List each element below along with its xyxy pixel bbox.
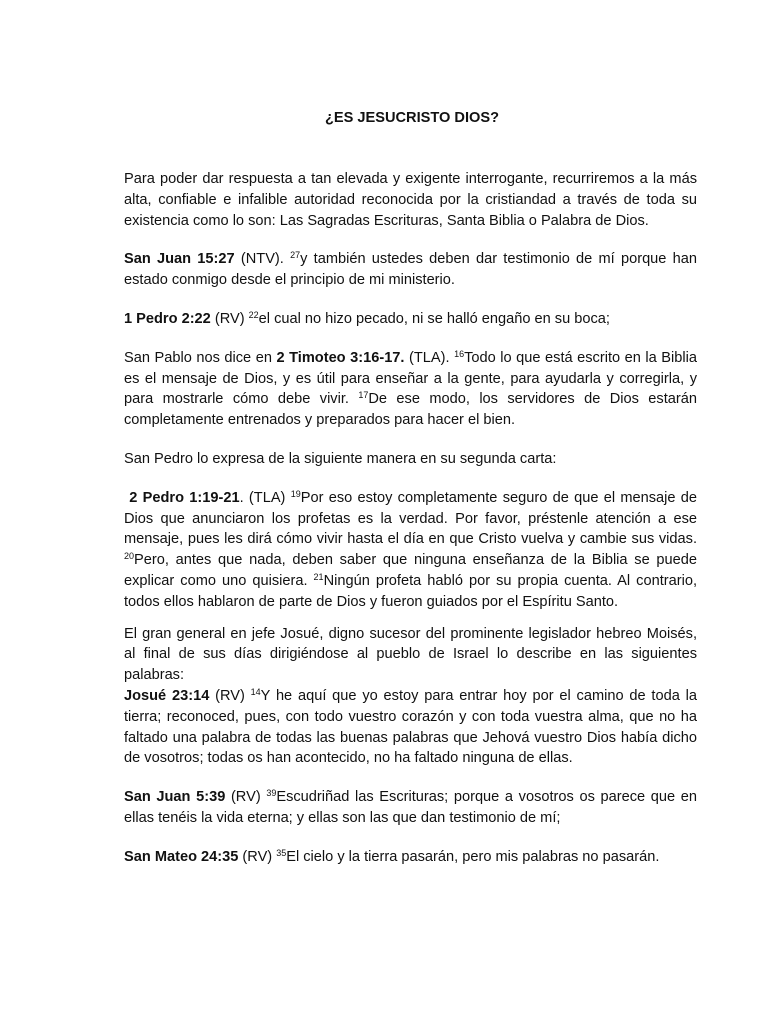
intro-paragraph: Para poder dar respuesta a tan elevada y exigente interrogante, recurriremos a la más alta, confiable e infalible autoridad reconocida por la cristiandad a través de toda su existencia como lo son: Las Sagradas Escrituras, Santa Biblia o Palabra de Dios. xyxy=(124,171,697,229)
verse-text: Todo lo que está escrito en la Biblia es el mensaje de Dios, y es útil para enseñar a la gente, para ayudarla y corregirla, y para mostrarle cómo debe vivir. xyxy=(124,349,697,408)
verse-text: Ningún profeta habló por su propia cuenta. Al contrario, todos ellos hablaron de parte de Dios y fueron guiados por el Espíritu Santo. xyxy=(124,572,698,610)
verse-text: El cielo y la tierra pasarán, pero mis palabras no pasarán. xyxy=(286,848,660,865)
verse-pedro-1-19 xyxy=(124,488,697,613)
bible-version: (RV) xyxy=(225,789,267,806)
verse-number: 22 xyxy=(248,309,259,320)
verse-text: y también ustedes deben dar testimonio de mí porque han estado conmigo desde el principio de mi ministerio. xyxy=(124,251,698,289)
verse-reference: Josué 23:14 xyxy=(124,687,210,704)
verse-number: 21 xyxy=(313,571,324,582)
bible-version: (RV) xyxy=(210,310,249,327)
verse-text: Y he aquí que yo estoy para entrar hoy por el camino de toda la tierra; reconoced, pues, con todo vuestro corazón y con toda vuestra alma, que no ha faltado una palabra de todas las buenas palabras que Jehová vuestro Dios había dicho de vosotros; todas os han acontecido, no ha faltado ninguna de ellas. xyxy=(124,687,698,767)
verse-reference: San Juan 15:27 xyxy=(124,251,235,268)
verse-josue-23-14 xyxy=(124,686,697,769)
verse-reference: San Juan 5:39 xyxy=(124,789,226,806)
verse-number: 19 xyxy=(290,488,301,499)
bible-version: (RV) xyxy=(238,848,277,865)
verse-juan-5-39 xyxy=(124,787,697,829)
verse-juan-15-27 xyxy=(124,249,697,291)
verse-number: 14 xyxy=(250,686,261,697)
verse-number: 20 xyxy=(124,551,135,562)
verse-number: 17 xyxy=(358,390,369,401)
verse-reference: San Mateo 24:35 xyxy=(124,848,239,865)
bible-version: (NTV). xyxy=(234,251,291,268)
verse-text: Escudriñad las Escrituras; porque a vosotros os parece que en ellas tenéis la vida eterna; y ellas son las que dan testimonio de mí; xyxy=(124,789,697,826)
pedro-intro-paragraph: San Pedro lo expresa de la siguiente manera en su segunda carta: xyxy=(124,450,557,467)
verse-reference: 1 Pedro 2:22 xyxy=(124,310,211,327)
verse-number: 35 xyxy=(276,847,287,858)
verse-number: 39 xyxy=(266,788,277,799)
document-body xyxy=(124,169,697,868)
verse-mateo-24-35 xyxy=(124,847,697,868)
verse-reference: 2 Timoteo 3:16-17. xyxy=(276,349,405,366)
verse-number: 27 xyxy=(290,250,301,261)
verse-text: De ese modo, los servidores de Dios estarán completamente entrenados y preparados para hacer el bien. xyxy=(124,391,697,429)
josue-intro-paragraph: El gran general en jefe Josué, digno sucesor del prominente legislador hebreo Moisés, al final de sus días dirigiéndose al pueblo de Israel lo describe en las siguientes palabras: xyxy=(124,625,697,684)
verse-reference: 2 Pedro 1:19-21 xyxy=(129,489,240,506)
page-title: ¿ES JESUCRISTO DIOS? xyxy=(324,110,500,126)
verse-text: Por eso estoy completamente seguro de que el mensaje de Dios que anunciaron los profetas es la verdad. Por favor, préstenle atención a ese mensaje, pues les dirá cómo vivir hasta el día en que Cristo vuelva y cambie sus vidas. xyxy=(124,489,698,548)
bible-version: (TLA). xyxy=(404,349,455,366)
lead-text: San Pablo nos dice en xyxy=(124,349,277,366)
verse-number: 16 xyxy=(454,348,465,359)
bible-version: . (TLA) xyxy=(239,489,291,506)
verse-timoteo-3-16 xyxy=(124,348,697,431)
bible-version: (RV) xyxy=(209,687,251,704)
verse-text: el cual no hizo pecado, ni se halló engaño en su boca; xyxy=(258,310,610,327)
verse-text: Pero, antes que nada, deben saber que ninguna enseñanza de la Biblia se puede explicar como uno quisiera. xyxy=(124,552,697,589)
verse-pedro-2-22 xyxy=(124,309,697,330)
